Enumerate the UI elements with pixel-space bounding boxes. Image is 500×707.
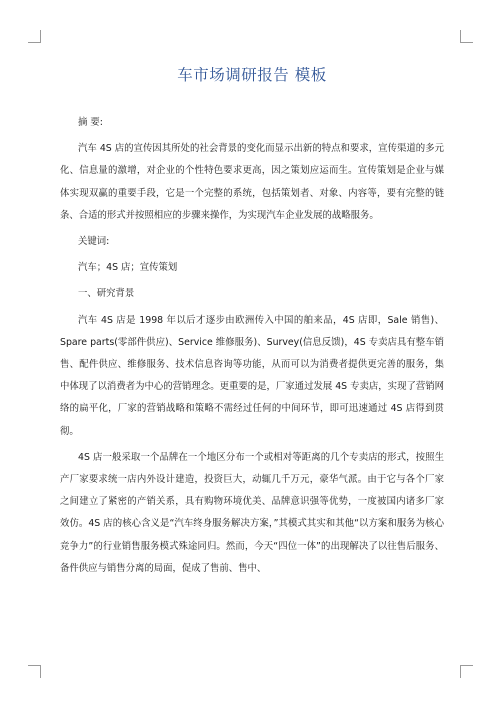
background-paragraph-2: 4S 店一般采取一个品牌在一个地区分布一个或相对等距离的几个专卖店的形式，按照生产厂家要求统一店内外设计建造，投资巨大，动辄几千万元，豪华气派。由于它与各个厂家之间建立了紧密的产销关系，具有购物环境优美、品牌意识强等优势，一度被国内诸多厂家效仿。4S 店的核心含义是“汽车终身服务解决方案，”其模式其实和其他“以方案和服务为核心竞争力”的行业销售服务模式殊途同归。然而，今天“四位一体”的出现解决了以往售后服务、备件供应与销售分离的局面，促成了售前、售中、: [60, 451, 444, 574]
document-title: 车市场调研报告 模板: [177, 66, 327, 84]
keywords-label: 关键词:: [78, 236, 110, 248]
document-page: [60, 60, 444, 580]
abstract-text: 汽车 4S 店的宣传因其所处的社会背景的变化而显示出新的特点和要求，宣传渠道的多元化、信息量的激增，对企业的个性特色要求更高，因之策划应运而生。宣传策划是企业与媒体实现双赢的重要手段，它是一个完整的系统，包括策划者、对象、内容等，要有完整的链条、合适的形式并按照相应的步骤来操作，为实现汽车企业发展的战略服务。: [60, 143, 444, 221]
crop-mark-bottom-right: [460, 665, 473, 678]
abstract-label: 摘 要:: [78, 117, 103, 128]
crop-mark-bottom-left: [28, 665, 41, 678]
crop-mark-top-left: [28, 30, 41, 43]
background-paragraph-1: 汽车 4S 店是 1998 年以后才逐步由欧洲传入中国的舶来品，4S 店即，Sale 销售)、Spare parts(零部件供应)、Service 维修服务)、Survey(信息反馈)，4S 专卖店具有整车销售、配件供应、维修服务、技术信息咨询等功能，从而可以为消费者提供更完善的服务，集中体现了以消费者为中心的营销理念。更重要的是，厂家通过发展 4S 专卖店，实现了营销网络的扁平化，厂家的营销战略和策略不需经过任何的中间环节，即可迅速通过 4S 店得到贯彻。: [60, 314, 444, 437]
crop-mark-top-right: [460, 30, 473, 43]
keywords-text: 汽车；4S 店；宣传策划: [78, 262, 178, 274]
section-heading-background: 一、研究背景: [78, 288, 135, 300]
